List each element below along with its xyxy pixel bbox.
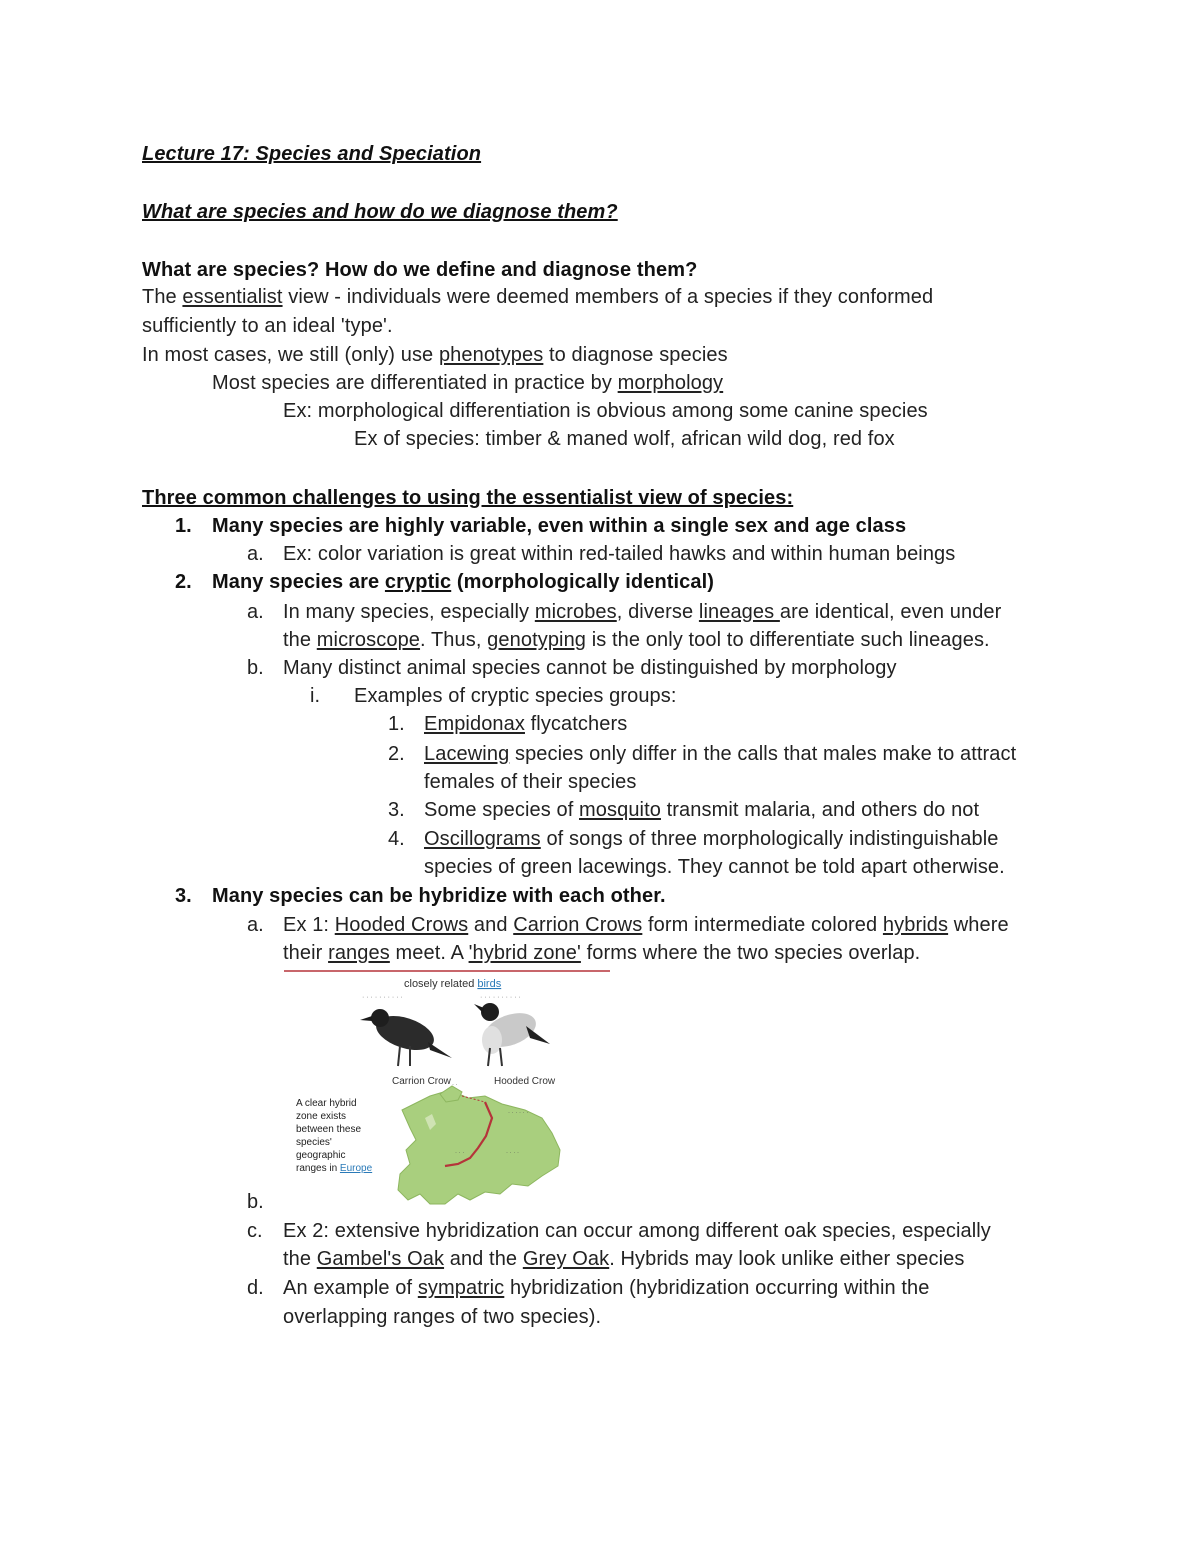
figure-species-caption: · · · · · · · · · · xyxy=(480,994,521,1001)
svg-text:· ·: · · xyxy=(452,1082,458,1088)
text: Ex 1: xyxy=(283,914,335,936)
paragraph-line xyxy=(142,341,728,369)
text: form intermediate colored xyxy=(642,914,883,936)
text: the xyxy=(283,629,317,651)
underlined-term: mosquito xyxy=(579,799,661,821)
text: , diverse xyxy=(616,601,699,623)
underlined-term: morphology xyxy=(617,372,724,394)
underlined-term: Carrion Crows xyxy=(513,914,643,936)
underlined-term: cryptic xyxy=(384,571,452,593)
text: of songs of three morphologically indistinguishable xyxy=(540,828,999,850)
list-item-continuation xyxy=(283,939,920,967)
hybrid-zone-figure xyxy=(280,968,610,1210)
list-marker: c. xyxy=(247,1220,263,1242)
section2-heading: Three common challenges to using the essentialist view of species: xyxy=(142,487,794,509)
text: In many species, especially xyxy=(283,601,535,623)
caption-line: A clear hybrid xyxy=(296,1098,357,1109)
svg-text:· · · · · ·: · · · · · · xyxy=(508,1110,529,1116)
indented-line: Ex of species: timber & maned wolf, african wild dog, red fox xyxy=(354,428,895,450)
list-item xyxy=(424,796,979,824)
list-item: Ex: color variation is great within red-tailed hawks and within human beings xyxy=(283,543,956,565)
carrion-crow-illustration xyxy=(360,1009,452,1066)
text: where xyxy=(948,914,1009,936)
underlined-term: hybrids xyxy=(882,914,949,936)
underlined-term: essentialist xyxy=(182,286,283,308)
list-marker: 1. xyxy=(388,713,405,735)
section1-heading: What are species? How do we define and diagnose them? xyxy=(142,259,698,281)
underlined-term: Gambel's Oak xyxy=(316,1248,445,1270)
text: Most species are differentiated in practice by xyxy=(212,372,618,394)
figure-species-caption: · · · · · · · · · · xyxy=(362,994,403,1001)
text: transmit malaria, and others do not xyxy=(660,799,980,821)
list-item xyxy=(424,710,627,738)
text: are identical, even under xyxy=(779,601,1002,623)
text: is the only tool to differentiate such lineages. xyxy=(586,629,990,651)
list-item xyxy=(283,911,1009,939)
page-subtitle: What are species and how do we diagnose them? xyxy=(142,201,618,223)
paragraph-line: sufficiently to an ideal 'type'. xyxy=(142,315,393,337)
hooded-crow-label: Hooded Crow xyxy=(494,1076,556,1087)
underlined-term: microscope xyxy=(316,629,421,651)
text: and xyxy=(468,914,514,936)
list-marker: 2. xyxy=(175,571,192,593)
list-marker: 4. xyxy=(388,828,405,850)
list-marker: 2. xyxy=(388,743,405,765)
underlined-term: microbes xyxy=(534,601,617,623)
text: flycatchers xyxy=(524,713,628,735)
underlined-term: Lacewing xyxy=(424,743,510,765)
underlined-term: Hooded Crows xyxy=(334,914,469,936)
list-item xyxy=(283,598,1001,626)
underlined-term: sympatric xyxy=(417,1277,505,1299)
caption-line: geographic xyxy=(296,1150,346,1161)
text: and the xyxy=(444,1248,523,1270)
list-item xyxy=(283,1274,930,1302)
list-marker: 1. xyxy=(175,515,192,537)
list-item-continuation xyxy=(283,626,990,654)
underlined-term: genotyping xyxy=(487,629,587,651)
text: Some species of xyxy=(424,799,580,821)
list-marker: d. xyxy=(247,1277,264,1299)
map-caption xyxy=(296,1098,373,1174)
list-item-continuation: species of green lacewings. They cannot be told apart otherwise. xyxy=(424,856,1005,878)
underlined-term: 'hybrid zone' xyxy=(468,942,581,964)
list-marker: a. xyxy=(247,543,264,565)
list-marker: b. xyxy=(247,657,264,679)
text: to diagnose species xyxy=(543,344,728,366)
list-marker: i. xyxy=(310,685,320,707)
list-item: Many distinct animal species cannot be distinguished by morphology xyxy=(283,657,897,679)
carrion-crow-label: Carrion Crow xyxy=(392,1076,451,1087)
svg-text:· · · ·: · · · · xyxy=(506,1150,519,1156)
text: hybridization (hybridization occurring within the xyxy=(504,1277,930,1299)
list-item: Examples of cryptic species groups: xyxy=(354,685,677,707)
text: view - individuals were deemed members of a species if they conformed xyxy=(282,286,934,308)
indented-line: Ex: morphological differentiation is obvious among some canine species xyxy=(283,400,928,422)
list-marker: a. xyxy=(247,601,264,623)
list-marker: b. xyxy=(247,1191,264,1213)
list-item xyxy=(424,740,1016,768)
figure-top-label: closely related birds xyxy=(404,978,502,990)
underlined-term: Oscillograms xyxy=(424,828,541,850)
text: In most cases, we still (only) use xyxy=(142,344,439,366)
list-marker: 3. xyxy=(175,885,192,907)
list-item xyxy=(424,825,998,853)
caption-line: species' xyxy=(296,1137,332,1148)
underlined-term: Empidonax xyxy=(424,713,525,735)
indented-line xyxy=(212,369,723,397)
paragraph-line xyxy=(142,283,933,311)
text: (morphologically identical) xyxy=(451,571,715,593)
text: their xyxy=(283,942,329,964)
text: . Hybrids may look unlike either species xyxy=(609,1248,965,1270)
text: species only differ in the calls that males make to attract xyxy=(509,743,1017,765)
underlined-term: lineages xyxy=(698,601,780,623)
list-item: Ex 2: extensive hybridization can occur among different oak species, especially xyxy=(283,1220,991,1242)
text: An example of xyxy=(283,1277,418,1299)
list-marker: a. xyxy=(247,914,264,936)
underlined-term: Grey Oak xyxy=(522,1248,610,1270)
caption-line: between these xyxy=(296,1124,362,1135)
hooded-crow-illustration xyxy=(474,1003,550,1066)
underlined-term: phenotypes xyxy=(438,344,544,366)
text: . Thus, xyxy=(420,629,488,651)
list-marker: 3. xyxy=(388,799,405,821)
text: Many species are xyxy=(212,571,385,593)
list-item xyxy=(212,568,714,596)
text: the xyxy=(283,1248,317,1270)
europe-map xyxy=(398,1082,560,1204)
text: meet. A xyxy=(389,942,469,964)
list-item-continuation: females of their species xyxy=(424,771,637,793)
list-item: Many species can be hybridize with each other. xyxy=(212,885,666,907)
list-item-continuation: overlapping ranges of two species). xyxy=(283,1306,602,1328)
svg-text:· · ·: · · · xyxy=(455,1150,465,1156)
list-item-continuation xyxy=(283,1245,964,1273)
text: The xyxy=(142,286,183,308)
caption-line: ranges in Europe xyxy=(296,1163,373,1174)
text: forms where the two species overlap. xyxy=(580,942,921,964)
underlined-term: ranges xyxy=(328,942,390,964)
list-item: Many species are highly variable, even within a single sex and age class xyxy=(212,515,907,537)
caption-line: zone exists xyxy=(296,1111,347,1122)
page-title: Lecture 17: Species and Speciation xyxy=(142,143,482,165)
